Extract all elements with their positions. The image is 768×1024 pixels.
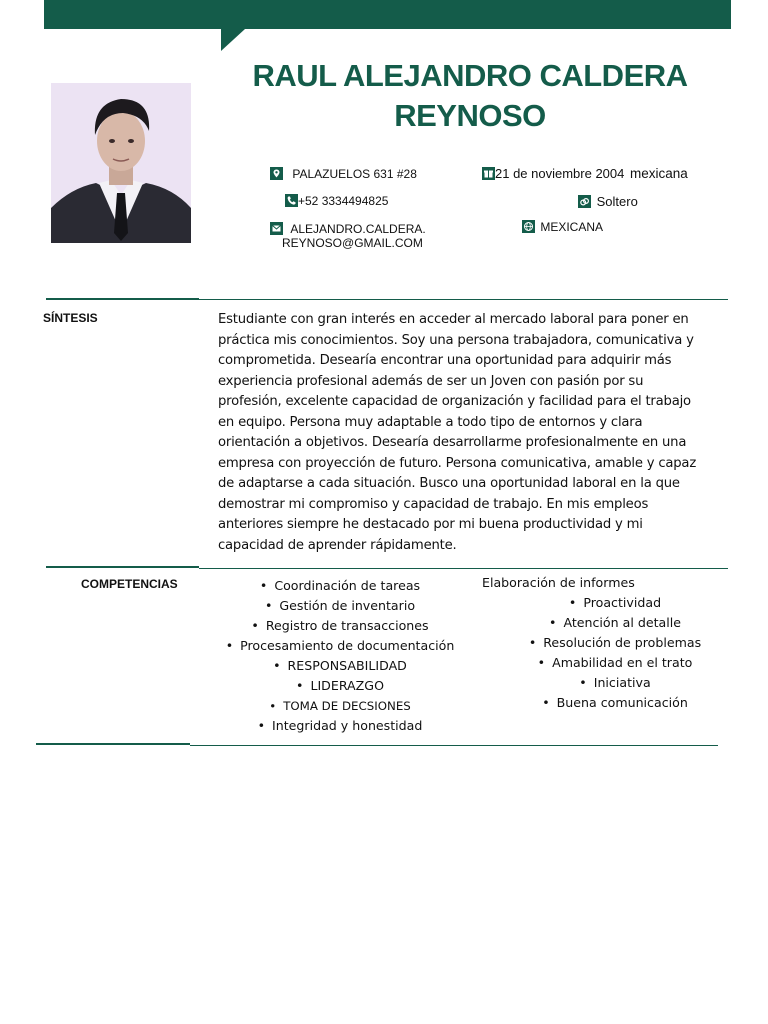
list-item: • LIDERAZGO: [215, 676, 465, 696]
name-line-2: REYNOSO: [394, 98, 546, 133]
competencies-right-heading: Elaboración de informes: [482, 575, 635, 590]
envelope-icon: [270, 222, 283, 235]
birth-row: [482, 166, 688, 181]
list-item: • Registro de transacciones: [215, 616, 465, 636]
list-item: • Integridad y honestidad: [215, 716, 465, 736]
header-bar: [44, 0, 731, 29]
synthesis-rule: [199, 299, 728, 300]
list-item: • Iniciativa: [500, 673, 730, 693]
nationality-text: MEXICANA: [540, 220, 604, 234]
list-item: • Amabilidad en el trato: [500, 653, 730, 673]
address-text: PALAZUELOS 631 #28: [292, 167, 417, 181]
competencies-right-list: [500, 593, 730, 713]
synthesis-rule-thick: [46, 298, 199, 300]
competencies-title: COMPETENCIAS: [81, 577, 178, 591]
address-row: [270, 167, 417, 181]
list-item: • Coordinación de tareas: [215, 576, 465, 596]
bottom-rule: [190, 745, 718, 746]
list-item: • Procesamiento de documentación: [215, 636, 465, 656]
list-item: • Atención al detalle: [500, 613, 730, 633]
list-item: • Buena comunicación: [500, 693, 730, 713]
email-line-1[interactable]: ALEJANDRO.CALDERA.: [290, 222, 426, 236]
birth-suffix: mexicana: [630, 166, 688, 181]
birth-date: 21 de noviembre 2004: [495, 166, 625, 181]
header-notch: [221, 29, 245, 51]
bottom-rule-thick: [36, 743, 190, 745]
phone-icon: [285, 194, 298, 207]
email-row: [270, 222, 426, 250]
profile-photo: [51, 83, 191, 243]
rings-icon: [578, 195, 591, 208]
civil-status-text: Soltero: [596, 194, 638, 209]
globe-icon: [522, 220, 535, 233]
list-item: • Proactividad: [500, 593, 730, 613]
email-line-2[interactable]: REYNOSO@GMAIL.COM: [282, 236, 423, 250]
list-item: • Gestión de inventario: [215, 596, 465, 616]
location-pin-icon: [270, 167, 283, 180]
phone-row: [285, 194, 388, 208]
competencies-left-list: [215, 576, 465, 736]
list-item: • RESPONSABILIDAD: [215, 656, 465, 676]
competencies-rule: [199, 568, 728, 569]
civil-status-row: [578, 194, 638, 209]
name-line-1: RAUL ALEJANDRO CALDERA: [252, 58, 688, 93]
nationality-row: [522, 220, 603, 234]
list-item: • Resolución de problemas: [500, 633, 730, 653]
competencies-rule-thick: [46, 566, 199, 568]
list-item: • TOMA DE DECSIONES: [215, 696, 465, 716]
candidate-name: [210, 56, 730, 136]
synthesis-title: SÍNTESIS: [43, 311, 98, 325]
synthesis-text: Estudiante con gran interés en acceder al mercado laboral para poner en práctica mis conocimientos. Soy una persona trabajadora, comunicativa y comprometida. Desearía encontrar una oportunidad para adquirir más experiencia profesional además de ser un Joven con pasión por su profesión, excelente capacidad de organización y facilidad para el trabajo en equipo. Persona muy adaptable a todo tipo de entornos y clara orientación a objetivos. Desearía desarrollarme profesionalmente en una empresa con proyección de futuro. Persona comunicativa, amable y capaz de adaptarse a cada situación. Busco una oportunidad laboral en la que demostrar mi compromiso y capacidad de trabajo. En mis empleos anteriores siempre he destacado por mi buena productividad y mi capacidad de aprender rápidamente.: [218, 312, 697, 553]
gift-icon: [482, 167, 495, 180]
phone-text[interactable]: +52 3334494825: [298, 194, 389, 208]
